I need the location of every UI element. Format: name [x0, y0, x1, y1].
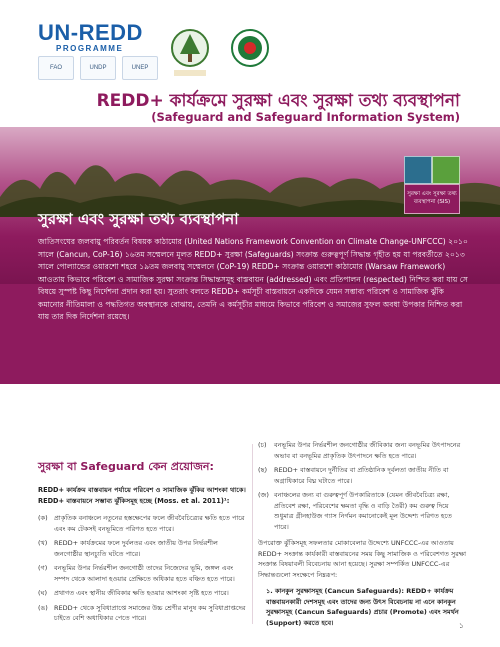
- list-item: (খ) REDD+ কার্যক্রমের ফলে দুর্বলতর এবং জাতীয় উপর নির্ভরশীল জনগোষ্ঠীর স্থানচ্যুতি ঘটতে পারে।: [38, 539, 218, 558]
- diagram-square-1: [404, 156, 432, 184]
- diagram-square-2: [432, 156, 460, 184]
- list-item: (ক) প্রাকৃতিক বনাঞ্চলে নতুনের হস্তক্ষেপের ফলে জীববৈচিত্র্যের ক্ষতি হতে পারে এবং কম টেকসই বনভূমিতে পরিণত হতে পারে।: [38, 514, 245, 533]
- section-title: সুরক্ষা এবং সুরক্ষা তথ্য ব্যবস্থাপনা: [38, 210, 239, 228]
- bangladesh-government-emblem: [228, 24, 272, 82]
- unfccc-paragraph: উপরোক্ত ঝুঁকিসমূহ সফলতার মোকাবেলার উদ্দেশ্যে UNFCCC-এর আওতায় REDD+ সংক্রান্ত কার্যকারী বাস্তবায়নের সময় কিছু সামাজিক ও পরিবেশগত সুরক্ষা সংক্রান্ত বিষয়াবলী বিবেচনায় আনা হয়েছে। সুরক্ষা সম্পর্কিত UNFCCC-এর সিদ্ধান্তগুলো সংক্ষেপে নিম্নরূপ:: [258, 539, 467, 579]
- intro-paragraph: জাতিসংঘের জলবায়ু পরিবর্তন বিষয়ক কাঠামোর (United Nations Framework Convention on Climate Change-UNFCCC) ২০১০ সালে (Cancun, CoP-16) ১৬তম সম্মেলনে মূলত REDD+ সুরক্ষা (Safeguards) সংক্রান্ত গুরুত্বপূর্ণ সিদ্ধান্ত গৃহীত হয় যা পরবর্তীতে ২০১৩ সালে পোল্যান্ডের ওয়ারশো শহরে ১৯তম জলবায়ু সম্মেলনে (CoP-19) REDD+ সংক্রান্ত ওয়ারশো কাঠামোর (Warsaw Framework) আওতায় কিভাবে পরিবেশ ও সামাজিক সুরক্ষা সংক্রান্ত সিদ্ধান্তসমূহ বাস্তবায়ন (addressed) এবং প্রতিপালন (respected) নিশ্চিত করা যায় সে বিষয়ে সুস্পষ্ট কিছু নির্দেশনা প্রদান করা হয়। সুতরাং বলতে REDD+ কর্মসূচী বাস্তবায়নে একদিকে যেমন সম্ভাব্য পরিবেশ ও সামাজিক ঝুঁকি কমানোর নীতিমালা ও পদ্ধতিগত অবস্থানকে বোঝায়, তেমনি এ কর্মসূচীর মাধ্যমে কিভাবে পরিবেশ ও সমাজের সুফল অবধা উপকার নিশ্চিত করা যায় তার দিক নির্দেশনা রয়েছে।: [38, 237, 468, 321]
- programme-label: PROGRAMME: [56, 44, 124, 53]
- list-item: (ঘ) প্রথাগত এবং স্থানীয় জীবিকার ক্ষতি হওয়ার আশংকা সৃষ্টি হতে পারে।: [38, 589, 229, 597]
- list-item: (ছ) REDD+ বাস্তবায়নে দুর্নীতির বা প্রতিষ্ঠানিক দূর্বলতা জাতীয় নীতি বা অগ্রাধিকারে বিঘ্ন ঘটাতে পারে।: [258, 466, 449, 485]
- document-title-english: (Safeguard and Safeguard Information System): [151, 110, 460, 124]
- list-item: (জ) বনাঞ্চলের জন্য বা গুরুত্বপূর্ণ উপকারিতাকে (যেমন জীববৈচিত্র্য রক্ষা, প্রতিবেশ রক্ষা, পরিবেশের ক্ষমতা বৃদ্ধি ও বাড়ি তৈরী) কম গুরুত্ব দিয়ে শুধুমাত্র গ্রীনহাউজ গ্যাস নির্গমন কমানোকেই মূল উদ্দেশ্য পরিণত হতে পারে।: [258, 491, 452, 531]
- list-item: (গ) বনভূমির উপর নির্ভরশীল জনগোষ্ঠী তাদের নিজেদের ভূমি, জঙ্গল এবং সম্পদ থেকে আলাদা হওয়ার প্রেক্ষিতে অধিকার হতে বঞ্চিত হতে পারে।: [38, 564, 235, 583]
- cancun-safeguards-item: ১. কানকুন সুরক্ষাসমূহ (Cancun Safeguards): REDD+ কার্যক্রম বাস্তবায়নকারী দেশসমূহ এবং তাদের জন্য উৎস বিবেচনায় না এনে কানকুন সুরক্ষাসমূহ (Cancun Safeguards) প্রচার (Promote) এবং সমর্থন (Support) করতে হবে।: [266, 587, 459, 627]
- list-item: (চ) বনভূমির উপর নির্ভরশীল জনগোষ্ঠীর জীবিকার জন্য বনভূমির উৎপাদনের অভাব বা বনভূমির প্রাকৃতিক উৎপাদনে ক্ষতি হতে পারে।: [258, 441, 461, 460]
- document-title-bangla: REDD+ কার্যক্রমে সুরক্ষা এবং সুরক্ষা তথ্য ব্যবস্থাপনা: [96, 91, 460, 111]
- forest-department-emblem: [168, 24, 212, 82]
- left-column: [38, 458, 246, 628]
- page-number: ১: [458, 621, 464, 630]
- column-divider: [252, 444, 253, 624]
- right-column: [258, 440, 468, 628]
- why-safeguard-heading: সুরক্ষা বা Safeguard কেন প্রয়োজন:: [38, 460, 214, 473]
- undp-logo: UNDP: [80, 56, 116, 80]
- risk-lead-text: REDD+ কার্যক্রম বাস্তবায়ন পর্যায়ে পরিবেশ ও সামাজিক ঝুঁকির আশংকা থাকে। REDD+ বাস্তবায়নে সম্ভাব্য ঝুঁকিসমূহ হচ্ছে (Moss. et al. 2011)¹:: [38, 486, 246, 505]
- un-redd-logo: UN-REDD: [38, 20, 143, 45]
- diagram-square-sis: সুরক্ষা এবং সুরক্ষা তথ্য ব্যবস্থাপনা (SIS): [404, 184, 460, 214]
- partner-logos: [38, 56, 158, 80]
- list-item: (ঙ) REDD+ থেকে সুবিধাপ্রাপ্তে সমাজের উচ্চ শ্রেণীর মানুষ কম সুবিধাপ্রাপ্তদের চাইতে বেশি অধাধিকার পেতে পারে।: [38, 603, 246, 622]
- fao-logo: FAO: [38, 56, 74, 80]
- unep-logo: UNEP: [122, 56, 158, 80]
